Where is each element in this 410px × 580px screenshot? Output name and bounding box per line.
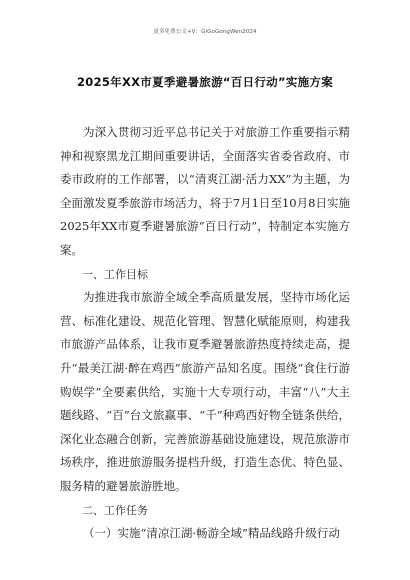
goals-paragraph: 为推进我市旅游全域全季高质量发展，坚持市场化运营、标准化建设、规范化管理、智慧化赋能原则，构建我市旅游产品体系，让我市夏季避暑旅游热度持续走高，提升“最美江湖·醉在鸡西”旅游产品知名度。围绕“食住行游购娱学”全要素供给，实施十大专项行动，丰富“八”大主题线路、“百”台文旅赢事、“千”种鸡西好物全链条供给，深化业态融合创新，完善旅游基础设施建设，规范旅游市场秩序，推进旅游服务提档升级，打造生态优、特色显、服务精的避暑旅游胜地。	[60, 290, 350, 493]
subsection-heading-routes: （一）实施“清凉江湖·畅游全域”精品线路升级行动	[83, 526, 340, 541]
section-heading-tasks: 二、工作任务	[82, 503, 148, 517]
header-note: 更多免费公文+V：GiGoGongWen2024	[153, 29, 257, 35]
document-body	[60, 121, 350, 546]
section-heading-goals: 一、工作目标	[82, 267, 148, 281]
intro-paragraph: 为深入贯彻习近平总书记关于对旅游工作重要指示精神和视察黑龙江期间重要讲话，全面落实省委省政府、市委市政府的工作部署，以“清爽江湖·活力XX”为主题，为全面激发夏季旅游市场活力，将于7月1日至10月8日实施2025年XX市夏季避暑旅游“百日行动”，特制定本实施方案。	[60, 125, 350, 257]
document-title: 2025年XX市夏季避暑旅游“百日行动”实施方案	[76, 75, 334, 89]
